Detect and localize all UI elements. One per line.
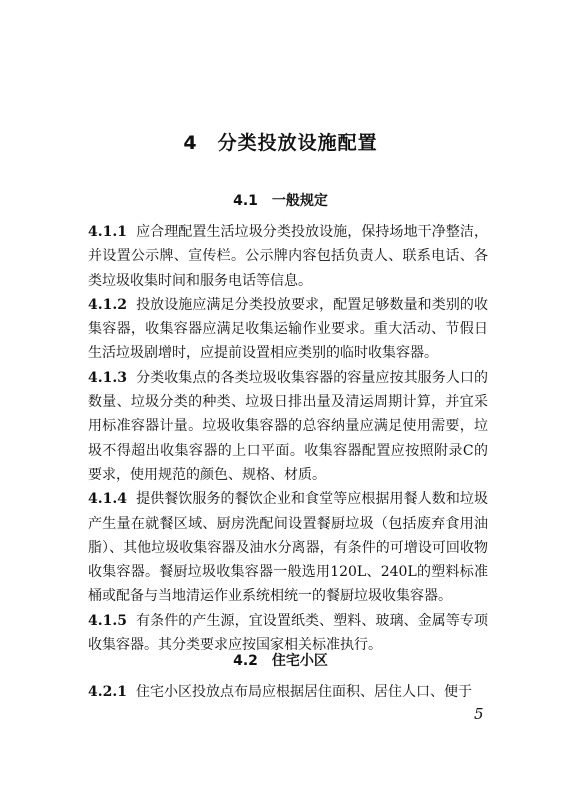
clause-text: 住宅小区投放点布局应根据居住面积、居住人口、便于 bbox=[135, 684, 472, 700]
clause-text: 有条件的产生源，宜设置纸类、塑料、玻璃、金属等专项收集容器。其分类要求应按国家相关标准执行。 bbox=[88, 612, 488, 654]
clause-text: 提供餐饮服务的餐饮企业和食堂等应根据用餐人数和垃圾产生量在就餐区域、厨房洗配间设置餐厨垃圾（包括废弃食用油脂）、其他垃圾收集容器及油水分离器，有条件的可增设可回收物收集容器。餐厨垃圾收集容器一般选用120L、240L的塑料标准桶或配备与当地清运作业系统相统一的餐厨垃圾收集容器。 bbox=[88, 491, 488, 605]
clause-number: 4.1.1 bbox=[88, 224, 127, 240]
clause-4-1-4 bbox=[88, 487, 488, 608]
clause-number: 4.2.1 bbox=[88, 684, 127, 700]
clause-4-1-3 bbox=[88, 366, 488, 487]
chapter-number: 4 bbox=[183, 132, 198, 154]
page-number: 5 bbox=[474, 705, 484, 723]
section-number: 4.1 bbox=[233, 193, 258, 209]
clause-4-2-1 bbox=[88, 680, 488, 704]
section-title: 一般规定 bbox=[271, 193, 328, 209]
clause-text: 投放设施应满足分类投放要求，配置足够数量和类别的收集容器，收集容器应满足收集运输作业要求。重大活动、节假日生活垃圾剧增时，应提前设置相应类别的临时收集容器。 bbox=[88, 296, 488, 362]
clause-number: 4.1.3 bbox=[88, 369, 127, 386]
section-4-1-body bbox=[88, 220, 488, 657]
section-heading-4-1 bbox=[0, 190, 561, 210]
clause-text: 分类收集点的各类垃圾收集容器的容量应按其服务人口的数量、垃圾分类的种类、垃圾日排出量及清运周期计算，并宜采用标准容器计量。垃圾收集容器的总容纳量应满足使用需要，垃圾不得超出收集容器的上口平面。收集容器配置应按照附录C的要求，使用规范的颜色、规格、材质。 bbox=[88, 369, 488, 483]
clause-text: 应合理配置生活垃圾分类投放设施，保持场地干净整洁，并设置公示牌、宣传栏。公示牌内容包括负责人、联系电话、各类垃圾收集时间和服务电话等信息。 bbox=[88, 224, 488, 289]
clause-4-1-2 bbox=[88, 293, 488, 366]
clause-number: 4.1.4 bbox=[88, 491, 127, 508]
clause-number: 4.1.2 bbox=[88, 296, 127, 313]
clause-4-1-1 bbox=[88, 220, 488, 293]
chapter-title-text: 分类投放设施配置 bbox=[217, 132, 378, 154]
section-number: 4.2 bbox=[233, 653, 258, 669]
chapter-title bbox=[0, 128, 561, 155]
clause-number: 4.1.5 bbox=[88, 612, 127, 629]
section-4-2-body bbox=[88, 680, 488, 704]
section-heading-4-2 bbox=[0, 650, 561, 670]
section-title: 住宅小区 bbox=[271, 653, 328, 669]
